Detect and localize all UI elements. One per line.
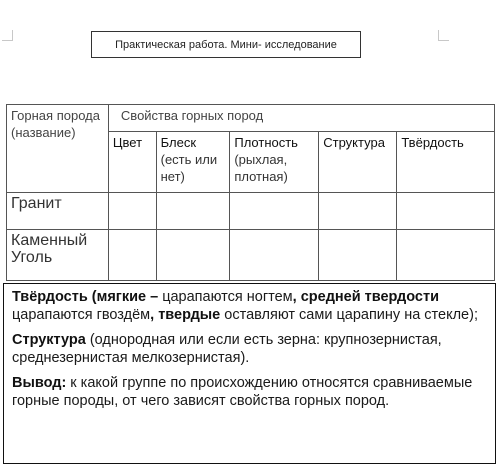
crop-mark-left (2, 30, 13, 41)
table-cell (397, 230, 495, 281)
table-row (7, 193, 495, 230)
column-name: Твёрдость (401, 135, 464, 150)
rock-name-header: Горная порода (название) (7, 105, 109, 193)
column-header-color (108, 132, 156, 193)
structure-term: Структура (12, 332, 86, 348)
column-header-density (230, 132, 319, 193)
hardness-term: Твёрдость (12, 289, 88, 305)
hard-term: твердые (158, 307, 221, 323)
soft-term: мягкие (96, 289, 147, 305)
soft-description: царапаются ногтем (162, 289, 293, 305)
structure-description: (однородная или если есть зерна: крупнозернистая, среднезернистая мелкозернистая). (12, 332, 442, 366)
column-header-structure (319, 132, 397, 193)
table-cell (108, 193, 156, 230)
column-header-hardness (397, 132, 495, 193)
page-title: Практическая работа. Мини- исследование (91, 31, 361, 58)
table-cell (397, 193, 495, 230)
table-cell (156, 230, 230, 281)
column-note: (рыхлая, плотная) (234, 152, 288, 184)
punctuation: , (150, 307, 159, 323)
hard-description: оставляют сами царапину на стекле); (220, 307, 478, 323)
punctuation: ( (87, 289, 97, 305)
medium-description: царапаются гвоздём (12, 307, 151, 323)
properties-header: Свойства горных пород (108, 105, 494, 132)
table-cell (230, 230, 319, 281)
rock-name-cell: Каменный Уголь (7, 230, 109, 281)
punctuation: , (292, 289, 301, 305)
table-cell (108, 230, 156, 281)
medium-term: средней твердости (300, 289, 439, 305)
crop-mark-right (438, 30, 449, 41)
column-header-luster (156, 132, 230, 193)
table-cell (319, 193, 397, 230)
hardness-note (12, 288, 487, 324)
structure-note (12, 331, 487, 367)
punctuation: – (146, 289, 163, 305)
column-name: Цвет (112, 135, 143, 150)
conclusion-description: к какой группе по происхождению относятся сравниваемые горные породы, от чего зависят свойства горных пород. (12, 375, 473, 409)
rock-properties-table (6, 104, 495, 281)
conclusion-note (12, 374, 487, 410)
table-cell (230, 193, 319, 230)
column-name: Структура (323, 135, 385, 150)
table-row (7, 230, 495, 281)
column-note: (есть или нет) (160, 152, 218, 184)
column-name: Плотность (234, 135, 298, 150)
table-header-row (7, 105, 495, 132)
instructions-box (3, 283, 496, 464)
column-name: Блеск (160, 135, 197, 150)
table-cell (156, 193, 230, 230)
rock-name-cell: Гранит (7, 193, 109, 230)
table-cell (319, 230, 397, 281)
conclusion-term: Вывод: (12, 375, 67, 391)
